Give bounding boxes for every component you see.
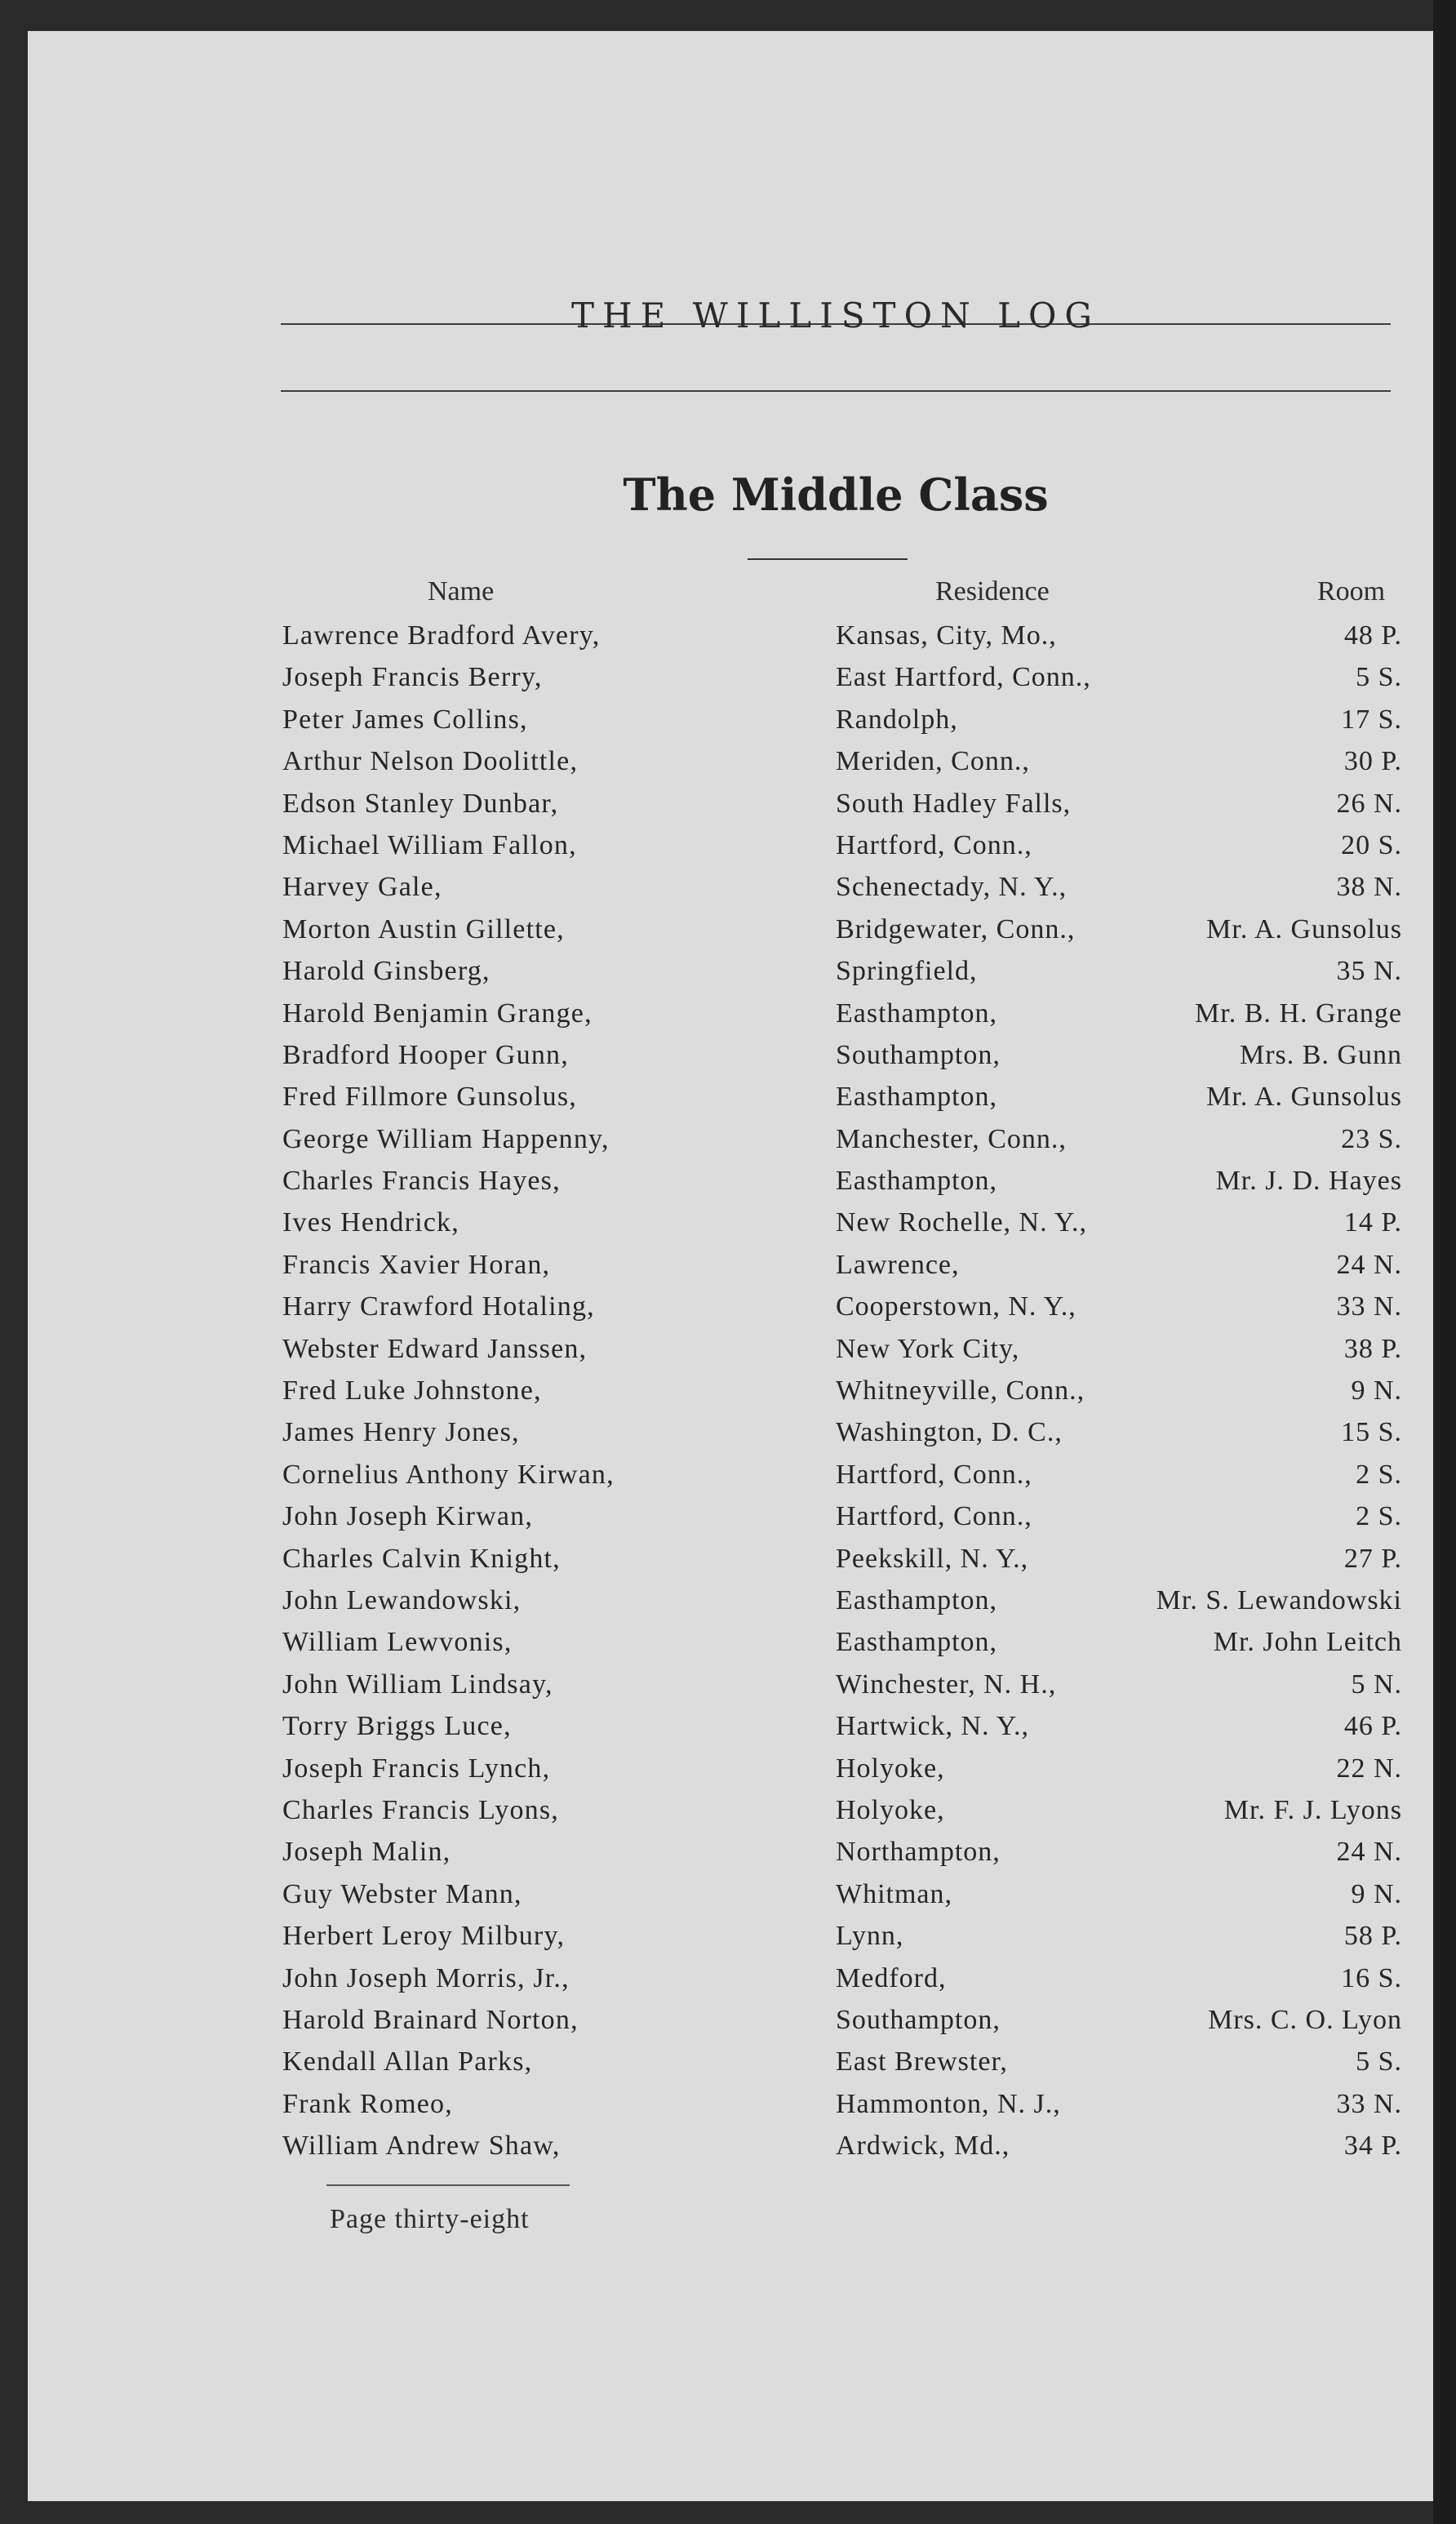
student-residence: Kansas, City, Mo., [836,620,1057,651]
page-edge-shadow [1433,0,1456,2524]
student-name: Harry Crawford Hotaling, [282,1291,595,1322]
student-room: 24 N. [1336,1837,1402,1868]
roster-row [0,872,1405,913]
roster-row [0,998,1405,1040]
student-residence: Lawrence, [836,1249,960,1280]
student-name: Ives Hendrick, [282,1207,459,1238]
student-residence: Medford, [836,1962,947,1993]
student-residence: Holyoke, [836,1753,945,1784]
student-name: Michael William Fallon, [282,829,577,860]
roster-row [0,1334,1405,1375]
student-residence: Holyoke, [836,1794,945,1825]
roster-row [0,1291,1405,1333]
student-name: George William Happenny, [282,1123,610,1154]
student-room: 22 N. [1336,1753,1402,1784]
column-header-residence: Residence [935,576,1050,607]
student-residence: Easthampton, [836,1627,998,1658]
page-number: Page thirty-eight [330,2204,530,2234]
student-room: Mr. B. H. Grange [1195,998,1402,1029]
roster-row [0,1753,1405,1795]
student-residence: Easthampton, [836,1166,998,1197]
roster-row [0,1879,1405,1921]
student-name: Morton Austin Gillette, [282,913,565,944]
roster-row [0,2131,1405,2172]
student-room: 35 N. [1336,956,1402,987]
roster-row [0,1207,1405,1249]
student-name: Francis Xavier Horan, [282,1249,551,1280]
student-residence: Manchester, Conn., [836,1123,1067,1154]
student-name: Charles Francis Hayes, [282,1166,561,1197]
student-residence: Lynn, [836,1921,904,1952]
student-name: Charles Calvin Knight, [282,1543,561,1574]
student-name: William Lewvonis, [282,1627,513,1658]
student-name: Herbert Leroy Milbury, [282,1921,566,1952]
student-room: Mr. A. Gunsolus [1206,1082,1402,1113]
student-name: Webster Edward Janssen, [282,1333,588,1364]
student-room: 38 N. [1336,872,1402,903]
roster-row [0,1501,1405,1543]
student-residence: Northampton, [836,1837,1001,1868]
column-header-room: Room [1317,576,1386,607]
roster-row [0,1921,1405,1962]
roster-row [0,662,1405,704]
roster-row [0,1375,1405,1417]
student-room: 34 P. [1343,2131,1402,2162]
title-underline [748,558,908,560]
student-name: Fred Fillmore Gunsolus, [282,1082,577,1113]
roster-row [0,704,1405,746]
student-name: Frank Romeo, [282,2088,453,2119]
student-residence: Peekskill, N. Y., [836,1543,1029,1574]
student-name: Torry Briggs Luce, [282,1711,512,1742]
student-room: Mr. John Leitch [1213,1627,1402,1658]
student-name: Charles Francis Lyons, [282,1794,559,1825]
header-bottom-rule [281,390,1391,392]
footer-rule [326,2184,570,2186]
student-room: Mr. A. Gunsolus [1206,913,1402,944]
student-room: 9 N. [1351,1878,1402,1909]
student-name: John Joseph Kirwan, [282,1501,534,1532]
student-room: 26 N. [1336,788,1402,819]
class-roster [0,620,1405,2172]
student-residence: New Rochelle, N. Y., [836,1207,1088,1238]
student-residence: Schenectady, N. Y., [836,872,1068,903]
student-name: James Henry Jones, [282,1417,520,1448]
roster-row [0,956,1405,998]
student-residence: Washington, D. C., [836,1417,1063,1448]
student-name: Lawrence Bradford Avery, [282,620,601,651]
roster-row [0,1250,1405,1291]
student-name: Bradford Hooper Gunn, [282,1039,569,1070]
student-residence: South Hadley Falls, [836,788,1072,819]
student-room: Mrs. C. O. Lyon [1208,2004,1402,2035]
roster-row [0,2046,1405,2088]
roster-row [0,1417,1405,1459]
student-name: William Andrew Shaw, [282,2131,561,2162]
student-residence: Southampton, [836,1039,1001,1070]
student-name: Joseph Francis Berry, [282,662,543,693]
student-room: 58 P. [1343,1921,1402,1952]
roster-row [0,1040,1405,1082]
student-room: 48 P. [1343,620,1402,651]
student-residence: Easthampton, [836,998,998,1029]
student-room: Mrs. B. Gunn [1239,1039,1402,1070]
student-residence: New York City, [836,1333,1020,1364]
student-residence: Southampton, [836,2004,1001,2035]
running-title: THE WILLISTON LOG [571,296,1100,335]
student-residence: Springfield, [836,956,978,987]
roster-row [0,620,1405,662]
roster-row [0,1082,1405,1123]
student-residence: Whitman, [836,1878,953,1909]
roster-row [0,1711,1405,1753]
student-residence: Hartford, Conn., [836,1459,1032,1490]
student-name: Fred Luke Johnstone, [282,1375,542,1406]
student-residence: Easthampton, [836,1584,998,1615]
roster-row [0,1963,1405,2005]
column-header-name: Name [428,576,495,607]
roster-row [0,830,1405,872]
student-room: 9 N. [1351,1375,1402,1406]
student-name: Harvey Gale, [282,872,442,903]
student-room: 15 S. [1341,1417,1402,1448]
student-residence: East Brewster, [836,2046,1008,2077]
student-name: John Lewandowski, [282,1584,522,1615]
student-room: Mr. J. D. Hayes [1215,1166,1402,1197]
student-residence: Ardwick, Md., [836,2131,1010,2162]
roster-row [0,1669,1405,1711]
student-room: 17 S. [1341,704,1402,735]
student-name: Edson Stanley Dunbar, [282,788,559,819]
student-residence: Bridgewater, Conn., [836,913,1076,944]
student-residence: Hartford, Conn., [836,1501,1032,1532]
student-room: 14 P. [1343,1207,1402,1238]
student-name: Harold Brainard Norton, [282,2004,579,2035]
student-residence: Meriden, Conn., [836,746,1030,777]
student-room: 27 P. [1343,1543,1402,1574]
student-name: John William Lindsay, [282,1669,553,1700]
roster-row [0,1795,1405,1837]
student-room: 38 P. [1343,1333,1402,1364]
student-name: Cornelius Anthony Kirwan, [282,1459,615,1490]
roster-row [0,914,1405,956]
roster-row [0,1460,1405,1501]
student-room: Mr. S. Lewandowski [1156,1584,1402,1615]
student-room: 24 N. [1336,1249,1402,1280]
student-name: Harold Ginsberg, [282,956,491,987]
student-room: 5 S. [1356,2046,1402,2077]
student-residence: Easthampton, [836,1082,998,1113]
student-residence: Hartford, Conn., [836,829,1032,860]
student-room: 46 P. [1343,1711,1402,1742]
student-room: 5 N. [1351,1669,1402,1700]
student-room: 23 S. [1341,1123,1402,1154]
roster-row [0,789,1405,830]
student-name: Guy Webster Mann, [282,1878,522,1909]
student-residence: Whitneyville, Conn., [836,1375,1085,1406]
roster-row [0,2089,1405,2131]
roster-row [0,1627,1405,1669]
student-name: Joseph Francis Lynch, [282,1753,551,1784]
student-name: Arthur Nelson Doolittle, [282,746,579,777]
student-name: Harold Benjamin Grange, [282,998,593,1029]
roster-row [0,1585,1405,1627]
roster-row [0,746,1405,788]
student-name: Joseph Malin, [282,1837,451,1868]
roster-row [0,1544,1405,1585]
student-residence: East Hartford, Conn., [836,662,1091,693]
student-residence: Cooperstown, N. Y., [836,1291,1076,1322]
student-room: 16 S. [1341,1962,1402,1993]
student-name: Peter James Collins, [282,704,528,735]
roster-row [0,2005,1405,2046]
student-residence: Randolph, [836,704,958,735]
student-room: 20 S. [1341,829,1402,860]
student-residence: Winchester, N. H., [836,1669,1057,1700]
student-residence: Hartwick, N. Y., [836,1711,1029,1742]
student-name: John Joseph Morris, Jr., [282,1962,570,1993]
student-room: 5 S. [1356,662,1402,693]
roster-row [0,1166,1405,1207]
student-room: 33 N. [1336,1291,1402,1322]
student-room: 2 S. [1356,1501,1402,1532]
student-room: Mr. F. J. Lyons [1223,1794,1402,1825]
roster-row [0,1837,1405,1878]
student-room: 33 N. [1336,2088,1402,2119]
student-room: 30 P. [1343,746,1402,777]
student-residence: Hammonton, N. J., [836,2088,1061,2119]
student-name: Kendall Allan Parks, [282,2046,533,2077]
student-room: 2 S. [1356,1459,1402,1490]
section-title: The Middle Class [623,469,1049,521]
roster-row [0,1124,1405,1166]
